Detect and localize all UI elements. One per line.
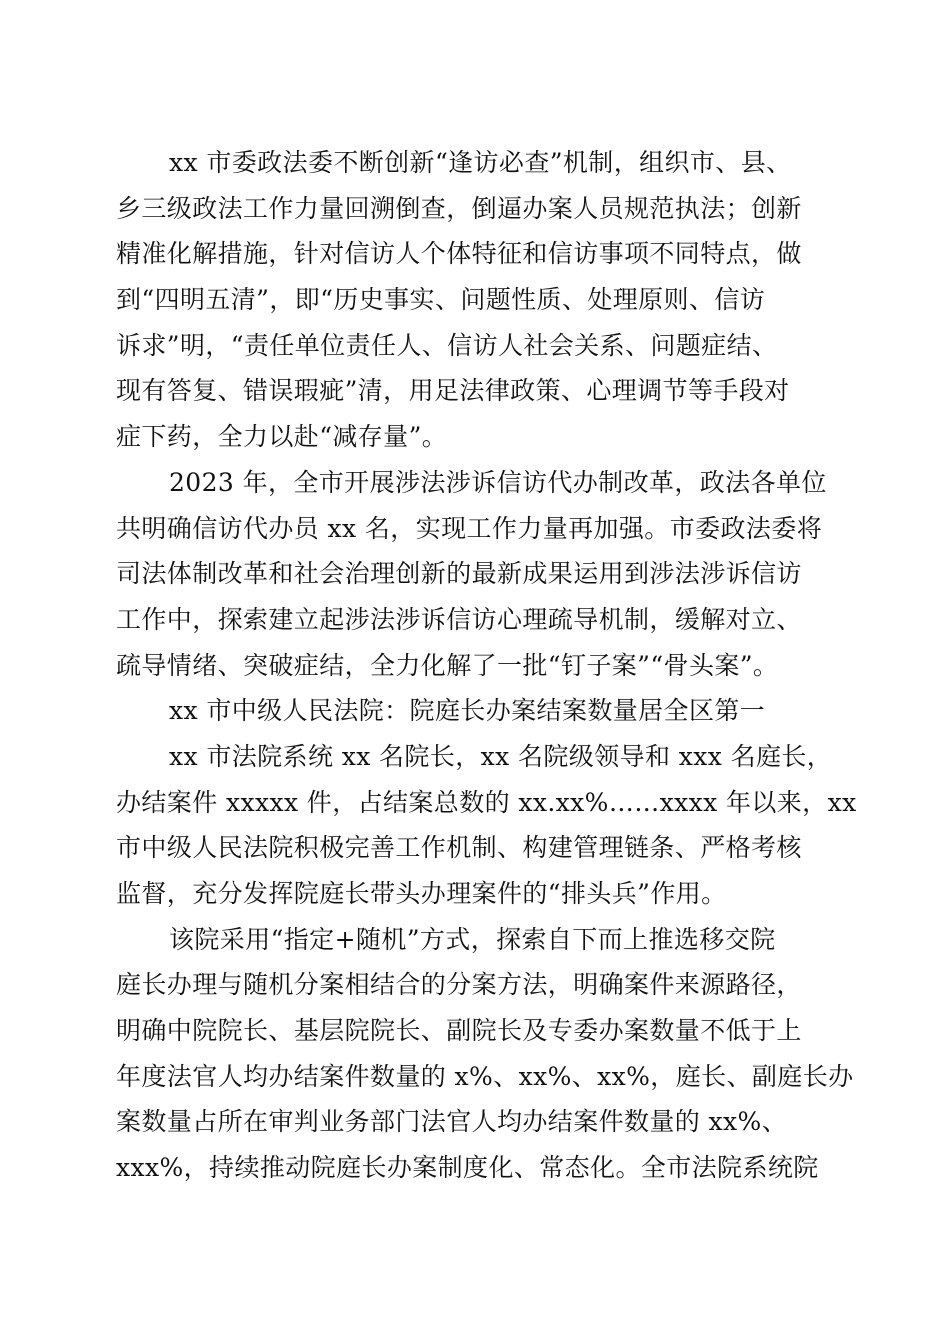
- paragraph-3-line-1: xx 市法院系统 xx 名院长，xx 名院级领导和 xxx 名庭长，: [169, 741, 833, 771]
- paragraph-1-line-2: 乡三级政法工作力量回溯倒查，倒逼办案人员规范执法；创新: [116, 193, 802, 223]
- paragraph-3-line-3: 市中级人民法院积极完善工作机制、构建管理链条、严格考核: [116, 833, 802, 863]
- section-heading: xx 市中级人民法院：院庭长办案结案数量居全区第一: [169, 696, 766, 726]
- paragraph-2-line-3: 司法体制改革和社会治理创新的最新成果运用到涉法涉诉信访: [116, 559, 802, 589]
- paragraph-2-line-5: 疏导情绪、突破症结，全力化解了一批“钉子案”“骨头案”。: [116, 650, 779, 680]
- paragraph-1-line-3: 精准化解措施，针对信访人个体特征和信访事项不同特点，做: [116, 239, 802, 269]
- paragraph-4-line-6: xxx%，持续推动院庭长办案制度化、常态化。全市法院系统院: [116, 1153, 819, 1183]
- paragraph-4-line-5: 案数量占所在审判业务部门法官人均办结案件数量的 xx%、: [116, 1107, 788, 1137]
- paragraph-2-line-2: 共明确信访代办员 xx 名，实现工作力量再加强。市委政法委将: [116, 513, 823, 543]
- paragraph-1-line-7: 症下药，全力以赴“减存量”。: [116, 422, 448, 452]
- paragraph-4-line-1: 该院采用“指定+随机”方式，探索自下而上推选移交院: [169, 924, 776, 954]
- paragraph-4-line-2: 庭长办理与随机分案相结合的分案方法，明确案件来源路径，: [116, 970, 802, 1000]
- paragraph-1-line-4: 到“四明五清”，即“历史事实、问题性质、处理原则、信访: [116, 285, 766, 315]
- paragraph-4-line-3: 明确中院院长、基层院院长、副院长及专委办案数量不低于上: [116, 1016, 802, 1046]
- paragraph-3-line-2: 办结案件 xxxxx 件，占结案总数的 xx.xx%……xxxx 年以来，xx: [116, 787, 857, 817]
- paragraph-2-line-1: 2023 年，全市开展涉法涉诉信访代办制改革，政法各单位: [169, 467, 827, 497]
- paragraph-1-line-1: xx 市委政法委不断创新“逢访必查”机制，组织市、县、: [169, 148, 792, 177]
- paragraph-4-line-4: 年度法官人均办结案件数量的 x%、xx%、xx%，庭长、副庭长办: [116, 1061, 854, 1091]
- document-body: [116, 140, 857, 1191]
- paragraph-1-line-5: 诉求”明，“责任单位责任人、信访人社会关系、问题症结、: [116, 330, 778, 360]
- paragraph-2-line-4: 工作中，探索建立起涉法涉诉信访心理疏导机制，缓解对立、: [116, 604, 802, 634]
- paragraph-1-line-6: 现有答复、错误瑕疵”清，用足法律政策、心理调节等手段对: [116, 376, 790, 406]
- paragraph-3-line-4: 监督，充分发挥院庭长带头办理案件的“排头兵”作用。: [116, 879, 727, 908]
